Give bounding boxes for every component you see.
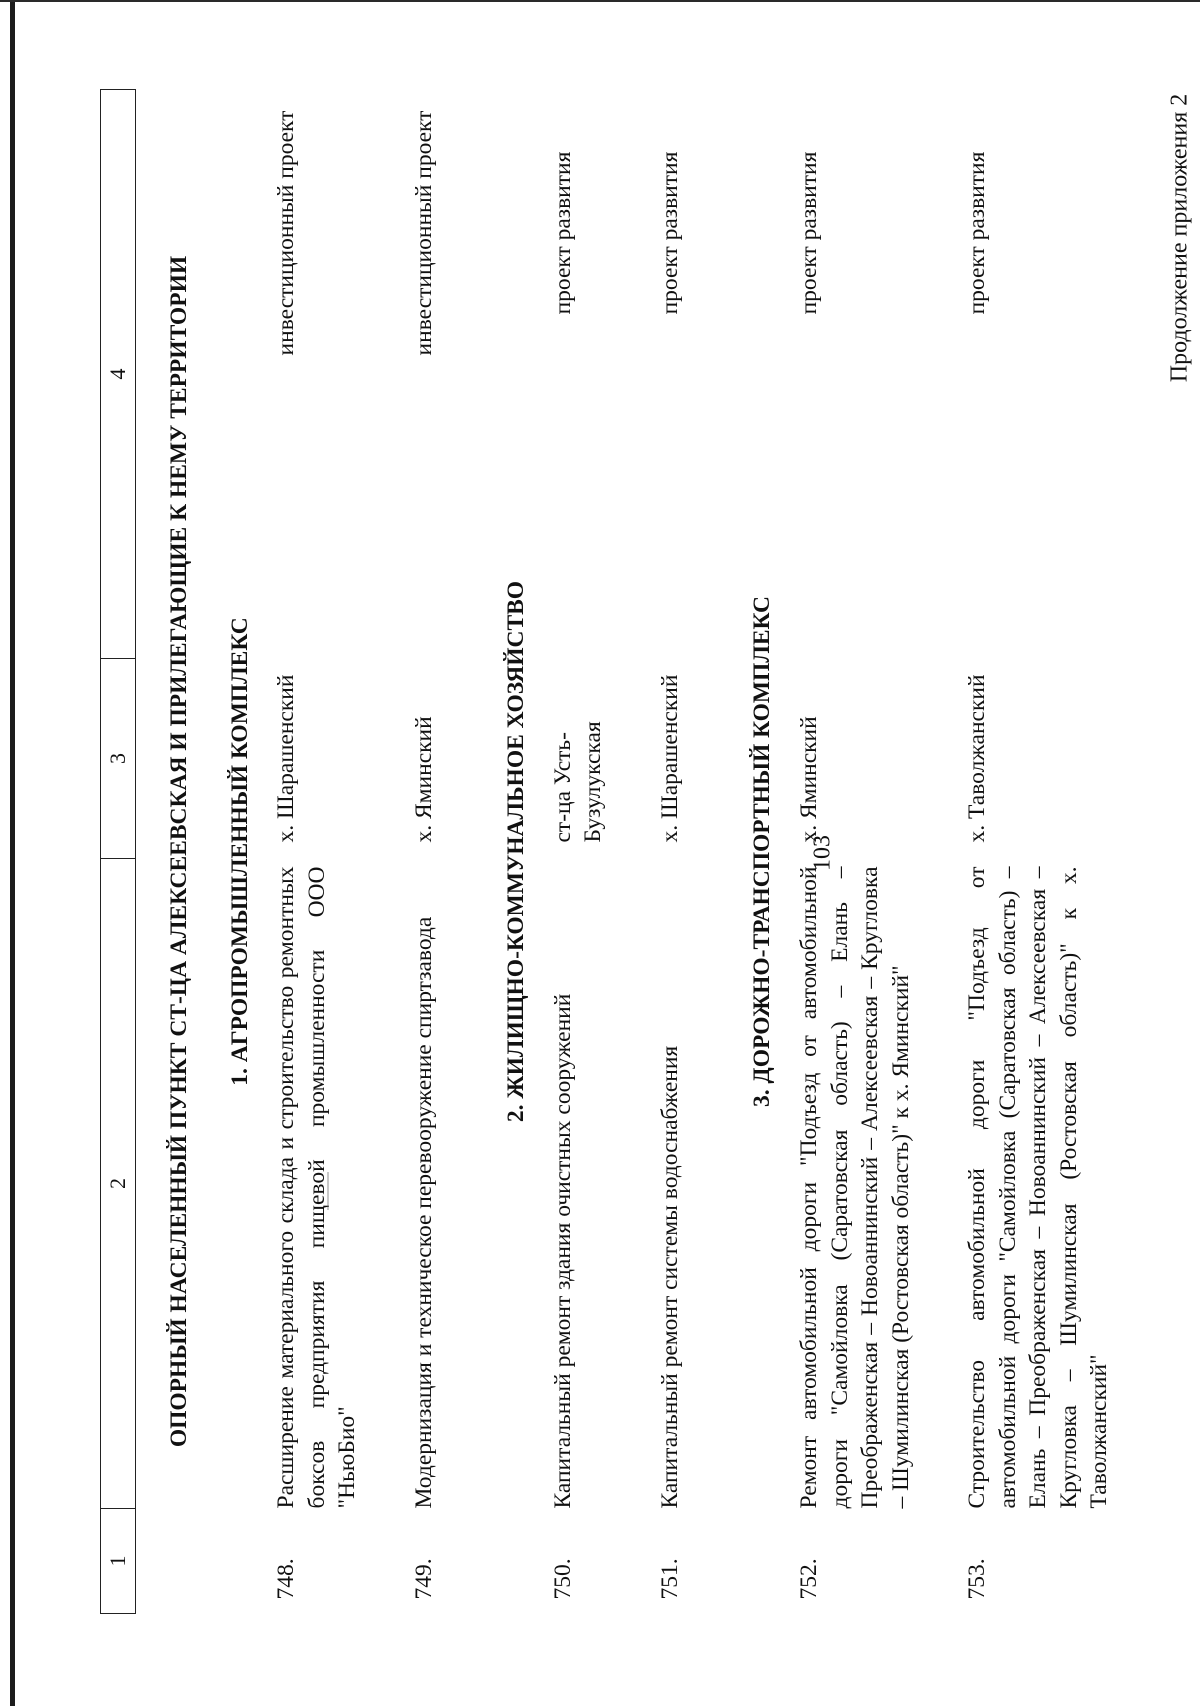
row-status: проект развития [656,151,683,315]
page-number: 103 [809,835,836,871]
scan-edge [10,0,15,1706]
column-number-row [101,90,136,1614]
column-header-2: 2 [101,859,136,1509]
table-row [265,90,403,1614]
continuation-note: Продолжение приложения 2 [1166,93,1193,383]
row-description: Ремонт автомобильной дороги "Подъезд от автомобильной дороги "Самойловка (Саратовская область) – Елань – Преображенская – Новоаннинский – Алексеевская – Кругловка – Шумилинская (Ростовская область)" к х. Яминский" [796,866,914,1509]
row-place: х. Яминский [410,716,437,843]
section-title: 1. АГРОПРОМЫШЛЕННЫЙ КОМПЛЕКС [226,617,253,1086]
row-number: 752. [796,1558,823,1600]
scan-edge-top [0,0,1200,2]
table-row [956,90,1155,1614]
row-description: Капитальный ремонт системы водоснабжения [656,1045,683,1509]
row-description: Капитальный ремонт здания очистных сооружений [549,993,576,1509]
column-header-4: 4 [101,90,136,659]
row-place: ст-ца Усть-Бузулукская [549,721,607,843]
row-number: 748. [273,1558,300,1600]
row-place: х. Таволжанский [964,674,991,843]
row-place: х. Яминский [796,716,823,843]
row-number: 749. [410,1558,437,1600]
column-header-3: 3 [101,659,136,859]
row-status: проект развития [549,151,576,315]
table-title: ОПОРНЫЙ НАСЕЛЕННЫЙ ПУНКТ СТ-ЦА АЛЕКСЕЕВСКАЯ И ПРИЛЕГАЮЩИЕ К НЕМУ ТЕРРИТОРИИ [166,255,192,1448]
row-description: Модернизация и техническое перевооружение спиртзавода [410,916,437,1509]
column-header-1: 1 [101,1509,136,1614]
row-number: 753. [964,1558,991,1600]
row-number: 751. [656,1558,683,1600]
row-status: проект развития [796,151,823,315]
row-status: инвестиционный проект [410,110,437,356]
section-title: 2. ЖИЛИЩНО-КОММУНАЛЬНОЕ ХОЗЯЙСТВО [503,580,530,1123]
projects-table [100,89,1155,1614]
row-number: 750. [549,1558,576,1600]
table-row [649,90,726,1614]
row-place: х. Шарашенский [656,674,683,843]
row-description: Строительство автомобильной дороги "Подъезд от автомобильной дороги "Самойловка (Саратовская область) – Елань – Преображенская – Новоаннинский – Алексеевская – Кругловка – Шумилинская (Ростовская область)" к х. Таволжанский" [964,866,1113,1509]
table-row [788,90,956,1614]
row-place: х. Шарашенский [273,674,300,843]
table-row [403,90,480,1614]
table-row [542,90,649,1614]
section-title: 3. ДОРОЖНО-ТРАНСПОРТНЫЙ КОМПЛЕКС [749,596,776,1107]
row-status: инвестиционный проект [273,110,300,356]
row-status: проект развития [964,151,991,315]
rotated-table-page [100,90,1170,1614]
row-description: Расширение материального склада и строительство ремонтных боксов предприятия пищевой промышленности ООО "НьюБио" [273,866,361,1509]
